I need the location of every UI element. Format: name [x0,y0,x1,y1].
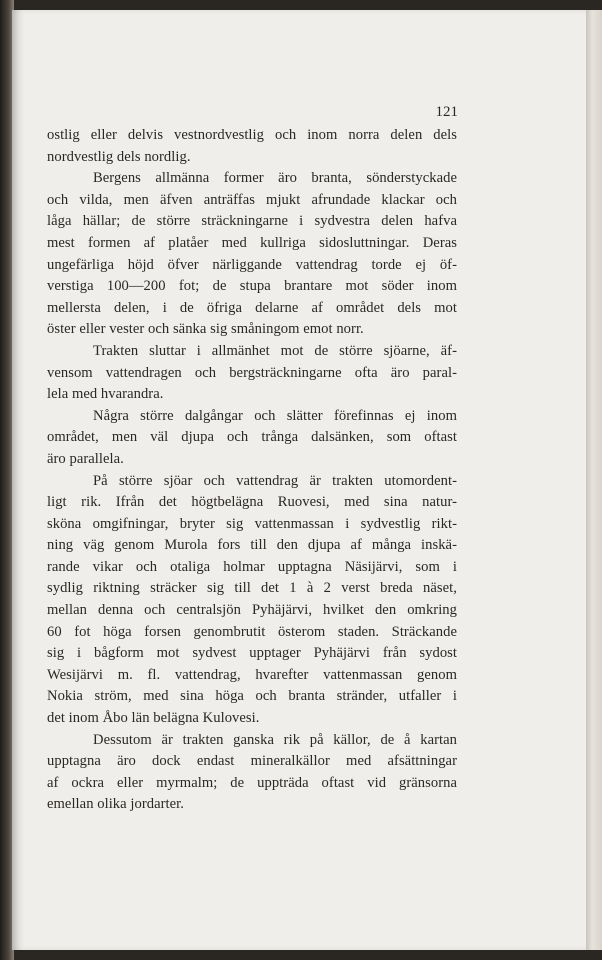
text-line: Wesijärvi m. fl. vattendrag, hvarefter vattenmassan genom [47,666,457,683]
text-line: sig i bågform mot sydvest upptager Pyhäjärvi från sydost [47,645,457,662]
text-line: Dessutom är trakten ganska rik på källor, de å kartan [93,731,457,748]
text-line: upptagna äro dock endast mineralkällor med afsättningar [47,753,457,770]
text-line: äro parallela. [47,450,124,467]
text-line: emellan olika jordarter. [47,796,184,813]
page-number: 121 [435,104,458,120]
text-line: nordvestlig dels nordlig. [47,148,191,165]
text-line: Nokia ström, med sina höga och branta stränder, utfaller i [47,688,457,705]
text-line: vensom vattendragen och bergsträckningarne ofta äro paral- [47,364,457,381]
text-line: lela med hvarandra. [47,386,164,403]
text-line: sköna omgifningar, bryter sig vattenmassan i sydvestlig rikt- [47,515,457,532]
page-edge [586,10,602,950]
text-line: mellan denna och centralsjön Pyhäjärvi, hvilket den omkring [47,602,457,619]
text-line: det inom Åbo län belägna Kulovesi. [47,710,260,727]
text-line: mest formen af platåer med kullriga sidosluttningar. Deras [47,234,457,251]
body-text [47,125,457,816]
text-line: sydlig riktning sträcker sig till det 1 à 2 verst breda näset, [47,580,457,597]
text-line: ostlig eller delvis vestnordvestlig och inom norra delen dels [47,127,457,143]
text-line: verstiga 100—200 fot; de stupa brantare mot söder inom [47,278,457,295]
text-line: mellersta delen, i de öfriga delarne af området dels mot [47,299,457,316]
text-line: öster eller vester och sänka sig småningom emot norr. [47,321,364,338]
text-line: ligt rik. Ifrån det högtbelägna Ruovesi, med sina natur- [47,494,457,511]
text-line: låga hällar; de större sträckningarne i sydvestra delen hafva [47,213,457,230]
text-line: och vilda, men äfven anträffas mjukt afrundade klackar och [47,191,457,208]
text-line: Bergens allmänna former äro branta, sönderstyckade [93,170,457,187]
text-line: 60 fot höga forsen genombrutit österom staden. Sträckande [47,623,457,640]
text-line: ungefärliga höjd öfver närliggande vattendrag torde ej öf- [47,256,457,273]
text-line: området, men väl djupa och trånga dalsänken, som oftast [47,429,457,446]
text-line: Några större dalgångar och slätter förefinnas ej inom [93,407,457,424]
text-line: På större sjöar och vattendrag är trakten utomordent- [93,472,457,489]
text-line: af ockra eller myrmalm; de uppträda oftast vid gränsorna [47,774,457,791]
text-line: Trakten sluttar i allmänhet mot de större sjöarne, äf- [93,342,457,359]
text-line: ning väg genom Murola fors till den djupa af många inskä- [47,537,457,554]
text-line: rande vikar och otaliga holmar upptagna Näsijärvi, som i [47,558,457,575]
